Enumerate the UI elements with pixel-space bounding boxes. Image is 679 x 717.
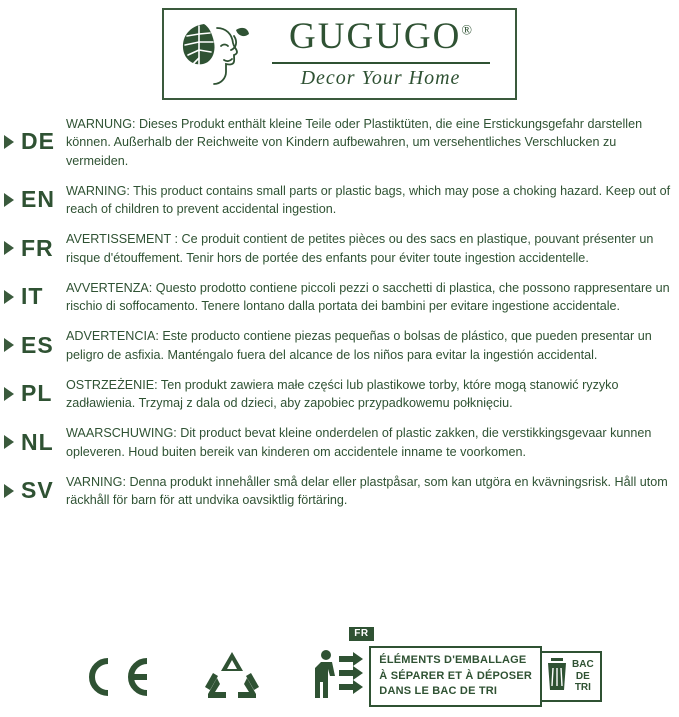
- warning-text: AVVERTENZA: Questo prodotto contiene piccoli pezzi o sacchetti di plastica, che possono rappresentare un rischio di soffocamento. Tenere lontano dalla portata dei bambini per evitare ingestione accidentale.: [66, 280, 670, 313]
- language-code-it: [4, 285, 66, 308]
- warning-list: [0, 114, 679, 509]
- brand-name-text: GUGUGO: [289, 16, 462, 58]
- ce-marking-icon: [77, 654, 155, 700]
- warning-text: WARNING: This product contains small parts or plastic bags, which may pose a choking hazard. Keep out of reach of children to prevent accidental ingestion.: [66, 183, 671, 216]
- compliance-icons: [0, 628, 679, 707]
- warning-text: WARNUNG: Dieses Produkt enthält kleine Teile oder Plastiktüten, die eine Erstickungsgefahr darstellen können. Außerhalb der Reichweite von Kindern aufbewahren, um versehentliches Verschlucken zu vermeiden.: [66, 117, 643, 168]
- language-code-pl: [4, 382, 66, 405]
- arrow-right-icon: [4, 135, 14, 149]
- language-code-label: IT: [21, 283, 44, 309]
- warning-row-sv: [4, 472, 671, 510]
- triman-line-1: ÉLÉMENTS D'EMBALLAGE: [379, 654, 527, 667]
- leaf-face-logo-icon: [174, 14, 252, 94]
- logo-box: [162, 8, 517, 100]
- brand-name: [289, 18, 472, 57]
- brand-tagline: Decor Your Home: [300, 66, 461, 89]
- arrow-right-icon: [4, 290, 14, 304]
- arrow-right-icon: [4, 435, 14, 449]
- warning-row-it: [4, 278, 671, 316]
- triman-instruction-text: [369, 646, 542, 707]
- language-code-en: [4, 188, 66, 211]
- warning-text: VARNING: Denna produkt innehåller små delar eller plastpåsar, som kan utgöra en kvävningsrisk. Håll utom räckhåll för barn för att undvika oavsiktlig förtäring.: [66, 474, 668, 507]
- bin-label: [572, 659, 594, 694]
- language-code-label: SV: [21, 477, 54, 503]
- arrow-right-icon: [4, 241, 14, 255]
- bin-label-line-3: TRI: [574, 682, 591, 694]
- triman-country-badge: FR: [349, 627, 373, 641]
- warning-row-fr: [4, 229, 671, 267]
- warning-row-pl: [4, 375, 671, 413]
- arrow-right-icon: [4, 387, 14, 401]
- warning-row-en: [4, 181, 671, 219]
- language-code-label: EN: [21, 186, 55, 212]
- triman-bin-block: [540, 651, 602, 702]
- triman-line-3: DANS LE BAC DE TRI: [379, 685, 498, 698]
- language-code-label: NL: [21, 428, 54, 455]
- language-code-label: ES: [21, 331, 54, 358]
- warning-row-es: [4, 326, 671, 364]
- warning-text: ADVERTENCIA: Este producto contiene piezas pequeñas o bolsas de plástico, que pueden presentar un peligro de asfixia. Manténgalo fuera del alcance de los niños para evitar la ingestión accidental.: [66, 329, 652, 362]
- language-code-fr: [4, 234, 66, 261]
- bin-label-line-2: DE: [575, 670, 590, 682]
- language-code-label: PL: [21, 380, 53, 406]
- recycling-mobius-loop-icon: [201, 650, 263, 704]
- language-code-es: [4, 331, 66, 358]
- logo-text: [252, 18, 505, 89]
- triman-block: [309, 628, 601, 707]
- arrow-right-icon: [4, 484, 14, 498]
- triman-line-2: À SÉPARER ET À DÉPOSER: [379, 669, 533, 682]
- registered-trademark-icon: ®: [461, 24, 472, 39]
- waste-bin-icon: [546, 657, 568, 696]
- warning-text: AVERTISSEMENT : Ce produit contient de petites pièces ou des sacs en plastique, pouvant présenter un risque d'étouffement. Tenir hors de portée des enfants pour éviter toute ingestion accidentelle.: [66, 232, 654, 265]
- logo-area: [0, 0, 679, 100]
- warning-row-de: [4, 114, 671, 170]
- language-code-sv: [4, 479, 66, 502]
- triman-sorting-icon: [309, 648, 365, 705]
- language-code-label: FR: [21, 234, 54, 261]
- language-code-de: [4, 130, 66, 153]
- language-code-label: DE: [21, 128, 55, 155]
- warning-text: WAARSCHUWING: Dit product bevat kleine onderdelen of plastic zakken, die verstikkingsgevaar kunnen opleveren. Houd buiten bereik van kinderen om accidentele inname te voorkomen.: [66, 426, 652, 459]
- warning-row-nl: [4, 423, 671, 461]
- bin-label-line-1: BAC: [572, 659, 594, 671]
- warning-text: OSTRZEŻENIE: Ten produkt zawiera małe części lub plastikowe torby, które mogą stanowić ryzyko zadławienia. Trzymaj z dala od dzieci, aby zapobiec przypadkowemu połknięciu.: [66, 377, 619, 410]
- arrow-right-icon: [4, 338, 14, 352]
- arrow-right-icon: [4, 193, 14, 207]
- logo-divider: [272, 62, 490, 64]
- language-code-nl: [4, 428, 66, 455]
